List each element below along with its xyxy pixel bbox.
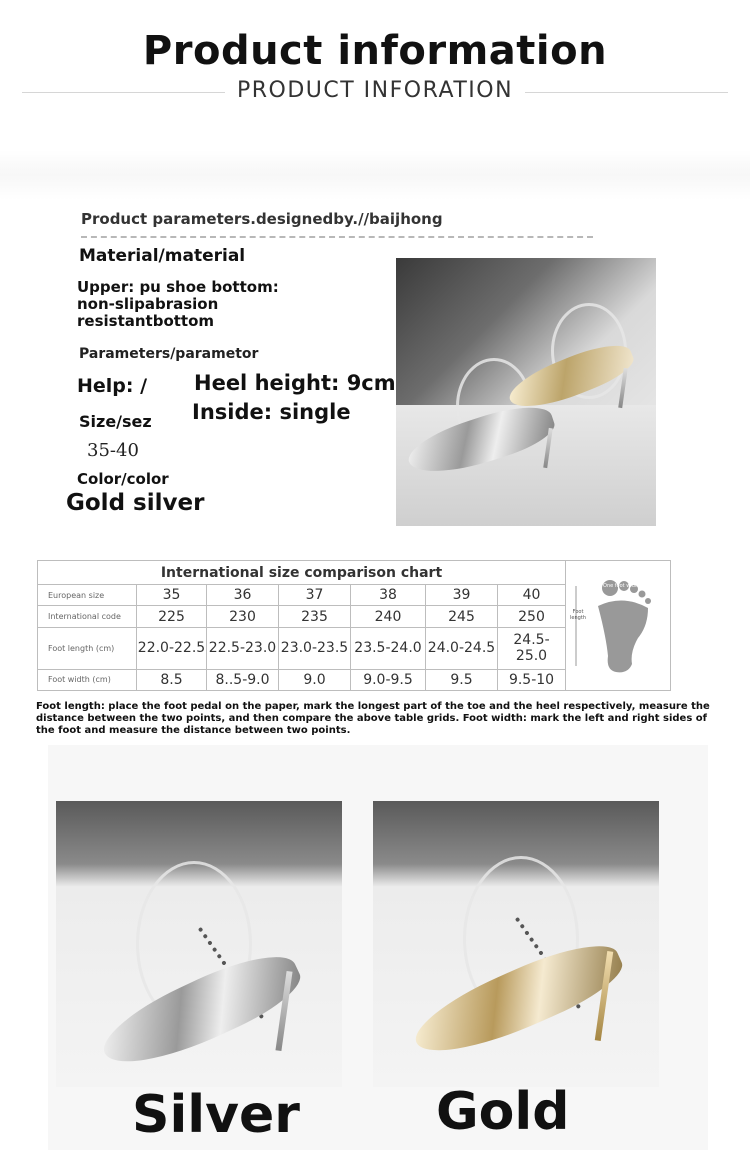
size-cell: 9.5 — [426, 669, 498, 690]
upper-description — [77, 279, 279, 330]
size-heading: Size/sez — [79, 412, 152, 431]
size-cell: 24.5-25.0 — [498, 627, 566, 669]
size-cell: 230 — [207, 606, 279, 627]
size-cell: 235 — [279, 606, 351, 627]
parameters-heading: Parameters/parametor — [79, 346, 259, 362]
upper-line-1: Upper: pu shoe bottom: — [77, 278, 279, 296]
product-photo-pair — [396, 258, 656, 526]
row-label: Foot length (cm) — [38, 627, 137, 669]
size-cell: 23.5-24.0 — [351, 627, 426, 669]
variant-label-gold: Gold — [436, 1082, 570, 1142]
size-cell: 240 — [351, 606, 426, 627]
size-cell: 36 — [207, 585, 279, 606]
size-cell: 250 — [498, 606, 566, 627]
silver-photo — [56, 801, 342, 1087]
gold-photo — [373, 801, 659, 1087]
params-divider — [81, 236, 593, 238]
row-label: Foot width (cm) — [38, 669, 137, 690]
inside-lining: Inside: single — [192, 400, 351, 424]
help-value: Help: / — [77, 375, 148, 397]
size-chart-title: International size comparison chart — [38, 561, 566, 585]
size-cell: 225 — [137, 606, 207, 627]
row-label: International code — [38, 606, 137, 627]
color-heading: Color/color — [77, 470, 169, 488]
size-cell: 245 — [426, 606, 498, 627]
row-label: European size — [38, 585, 137, 606]
size-cell: 9.0 — [279, 669, 351, 690]
material-heading: Material/material — [79, 246, 246, 266]
size-cell: 8.5 — [137, 669, 207, 690]
foot-diagram — [566, 561, 671, 691]
size-cell: 22.0-22.5 — [137, 627, 207, 669]
size-cell: 22.5-23.0 — [207, 627, 279, 669]
page-subtitle-text: PRODUCT INFORATION — [225, 78, 525, 103]
color-value: Gold silver — [66, 490, 205, 516]
params-title: Product parameters.designedby.//baijhong — [81, 210, 443, 228]
variant-label-silver: Silver — [132, 1085, 300, 1145]
page-subtitle — [0, 78, 750, 103]
size-cell: 8..5-9.0 — [207, 669, 279, 690]
page-title: Product information — [142, 28, 608, 74]
size-cell: 40 — [498, 585, 566, 606]
measurement-note: Foot length: place the foot pedal on the paper, mark the longest part of the toe and the heel respectively, measure the distance between the two points, and then compare the above table grids. Foot width: mark the left and right sides of the foot and measure the distance between two points. — [36, 701, 710, 736]
header-haze — [0, 150, 750, 200]
heel-height: Heel height: 9cm — [194, 371, 396, 395]
size-range: 35-40 — [87, 440, 139, 461]
foot-icon — [568, 576, 668, 676]
size-cell: 24.0-24.5 — [426, 627, 498, 669]
size-cell: 23.0-23.5 — [279, 627, 351, 669]
upper-line-2: non-slipabrasion — [77, 295, 219, 313]
upper-line-3: resistantbottom — [77, 312, 215, 330]
foot-length-label: Foot length — [570, 609, 586, 621]
size-cell: 9.5-10 — [498, 669, 566, 690]
size-cell: 37 — [279, 585, 351, 606]
size-chart-table — [37, 560, 671, 691]
foot-width-label: One foot width — [603, 583, 640, 589]
size-cell: 39 — [426, 585, 498, 606]
size-cell: 9.0-9.5 — [351, 669, 426, 690]
size-cell: 35 — [137, 585, 207, 606]
size-cell: 38 — [351, 585, 426, 606]
